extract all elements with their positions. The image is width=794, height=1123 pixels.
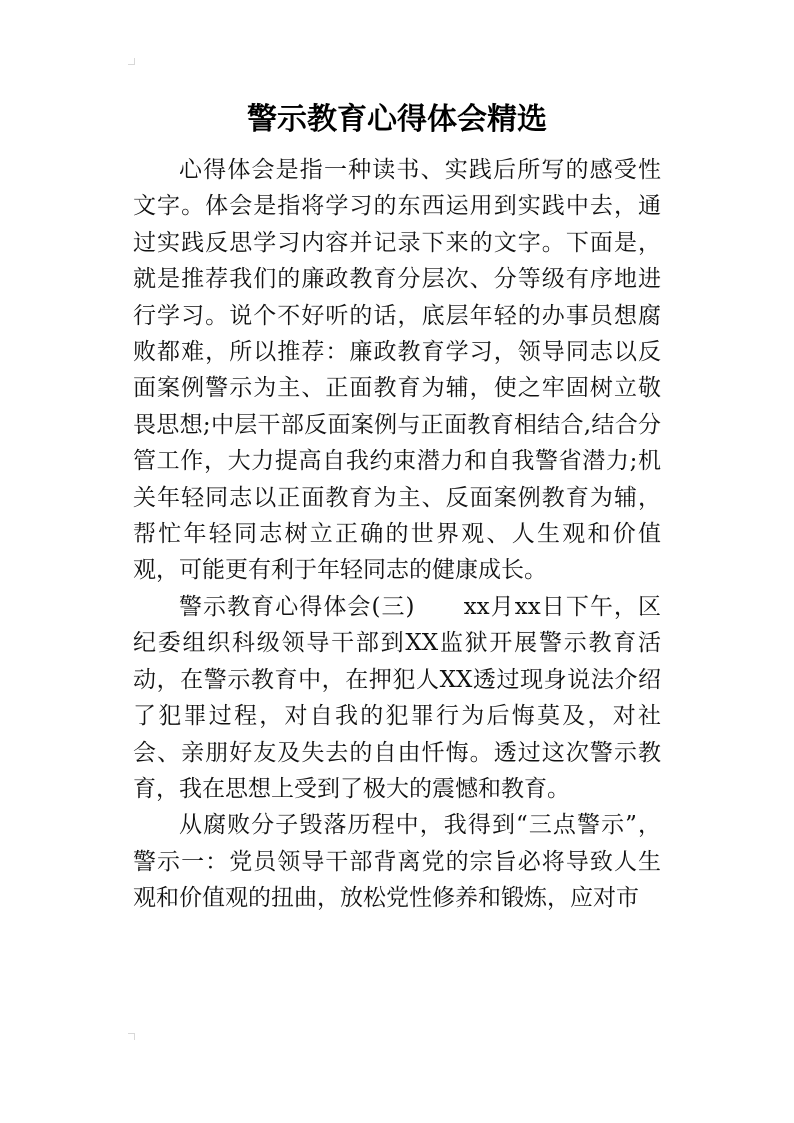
paragraph-event: 警示教育心得体会(三) xx月xx日下午，区纪委组织科级领导干部到XX监狱开展警示教育活动，在警示教育中，在押犯人XX透过现身说法介绍了犯罪过程，对自我的犯罪行为后悔莫及，对社会、亲朋好友及失去的自由忏悔。透过这次警示教育，我在思想上受到了极大的震憾和教育。 bbox=[133, 593, 661, 802]
bottom-left-crop-mark bbox=[128, 1033, 135, 1040]
paragraph-warnings: 从腐败分子毁落历程中，我得到“三点警示”，警示一：党员领导干部背离党的宗旨必将导致人生观和价值观的扭曲，放松党性修养和锻炼，应对市 bbox=[133, 812, 661, 912]
top-left-crop-mark bbox=[128, 58, 135, 65]
document-title: 警示教育心得体会精选 bbox=[247, 102, 547, 137]
paragraph-intro: 心得体会是指一种读书、实践后所写的感受性文字。体会是指将学习的东西运用到实践中去，通过实践反思学习内容并记录下来的文字。下面是，就是推荐我们的廉政教育分层次、分等级有序地进行学习。说个不好听的话，底层年轻的办事员想腐败都难，所以推荐：廉政教育学习，领导同志以反面案例警示为主、正面教育为辅，使之牢固树立敬畏思想;中层干部反面案例与正面教育相结合,结合分管工作，大力提高自我约束潜力和自我警省潜力;机关年轻同志以正面教育为主、反面案例教育为辅，帮忙年轻同志树立正确的世界观、人生观和价值观，可能更有利于年轻同志的健康成长。 bbox=[133, 157, 661, 584]
document-body bbox=[133, 152, 661, 917]
